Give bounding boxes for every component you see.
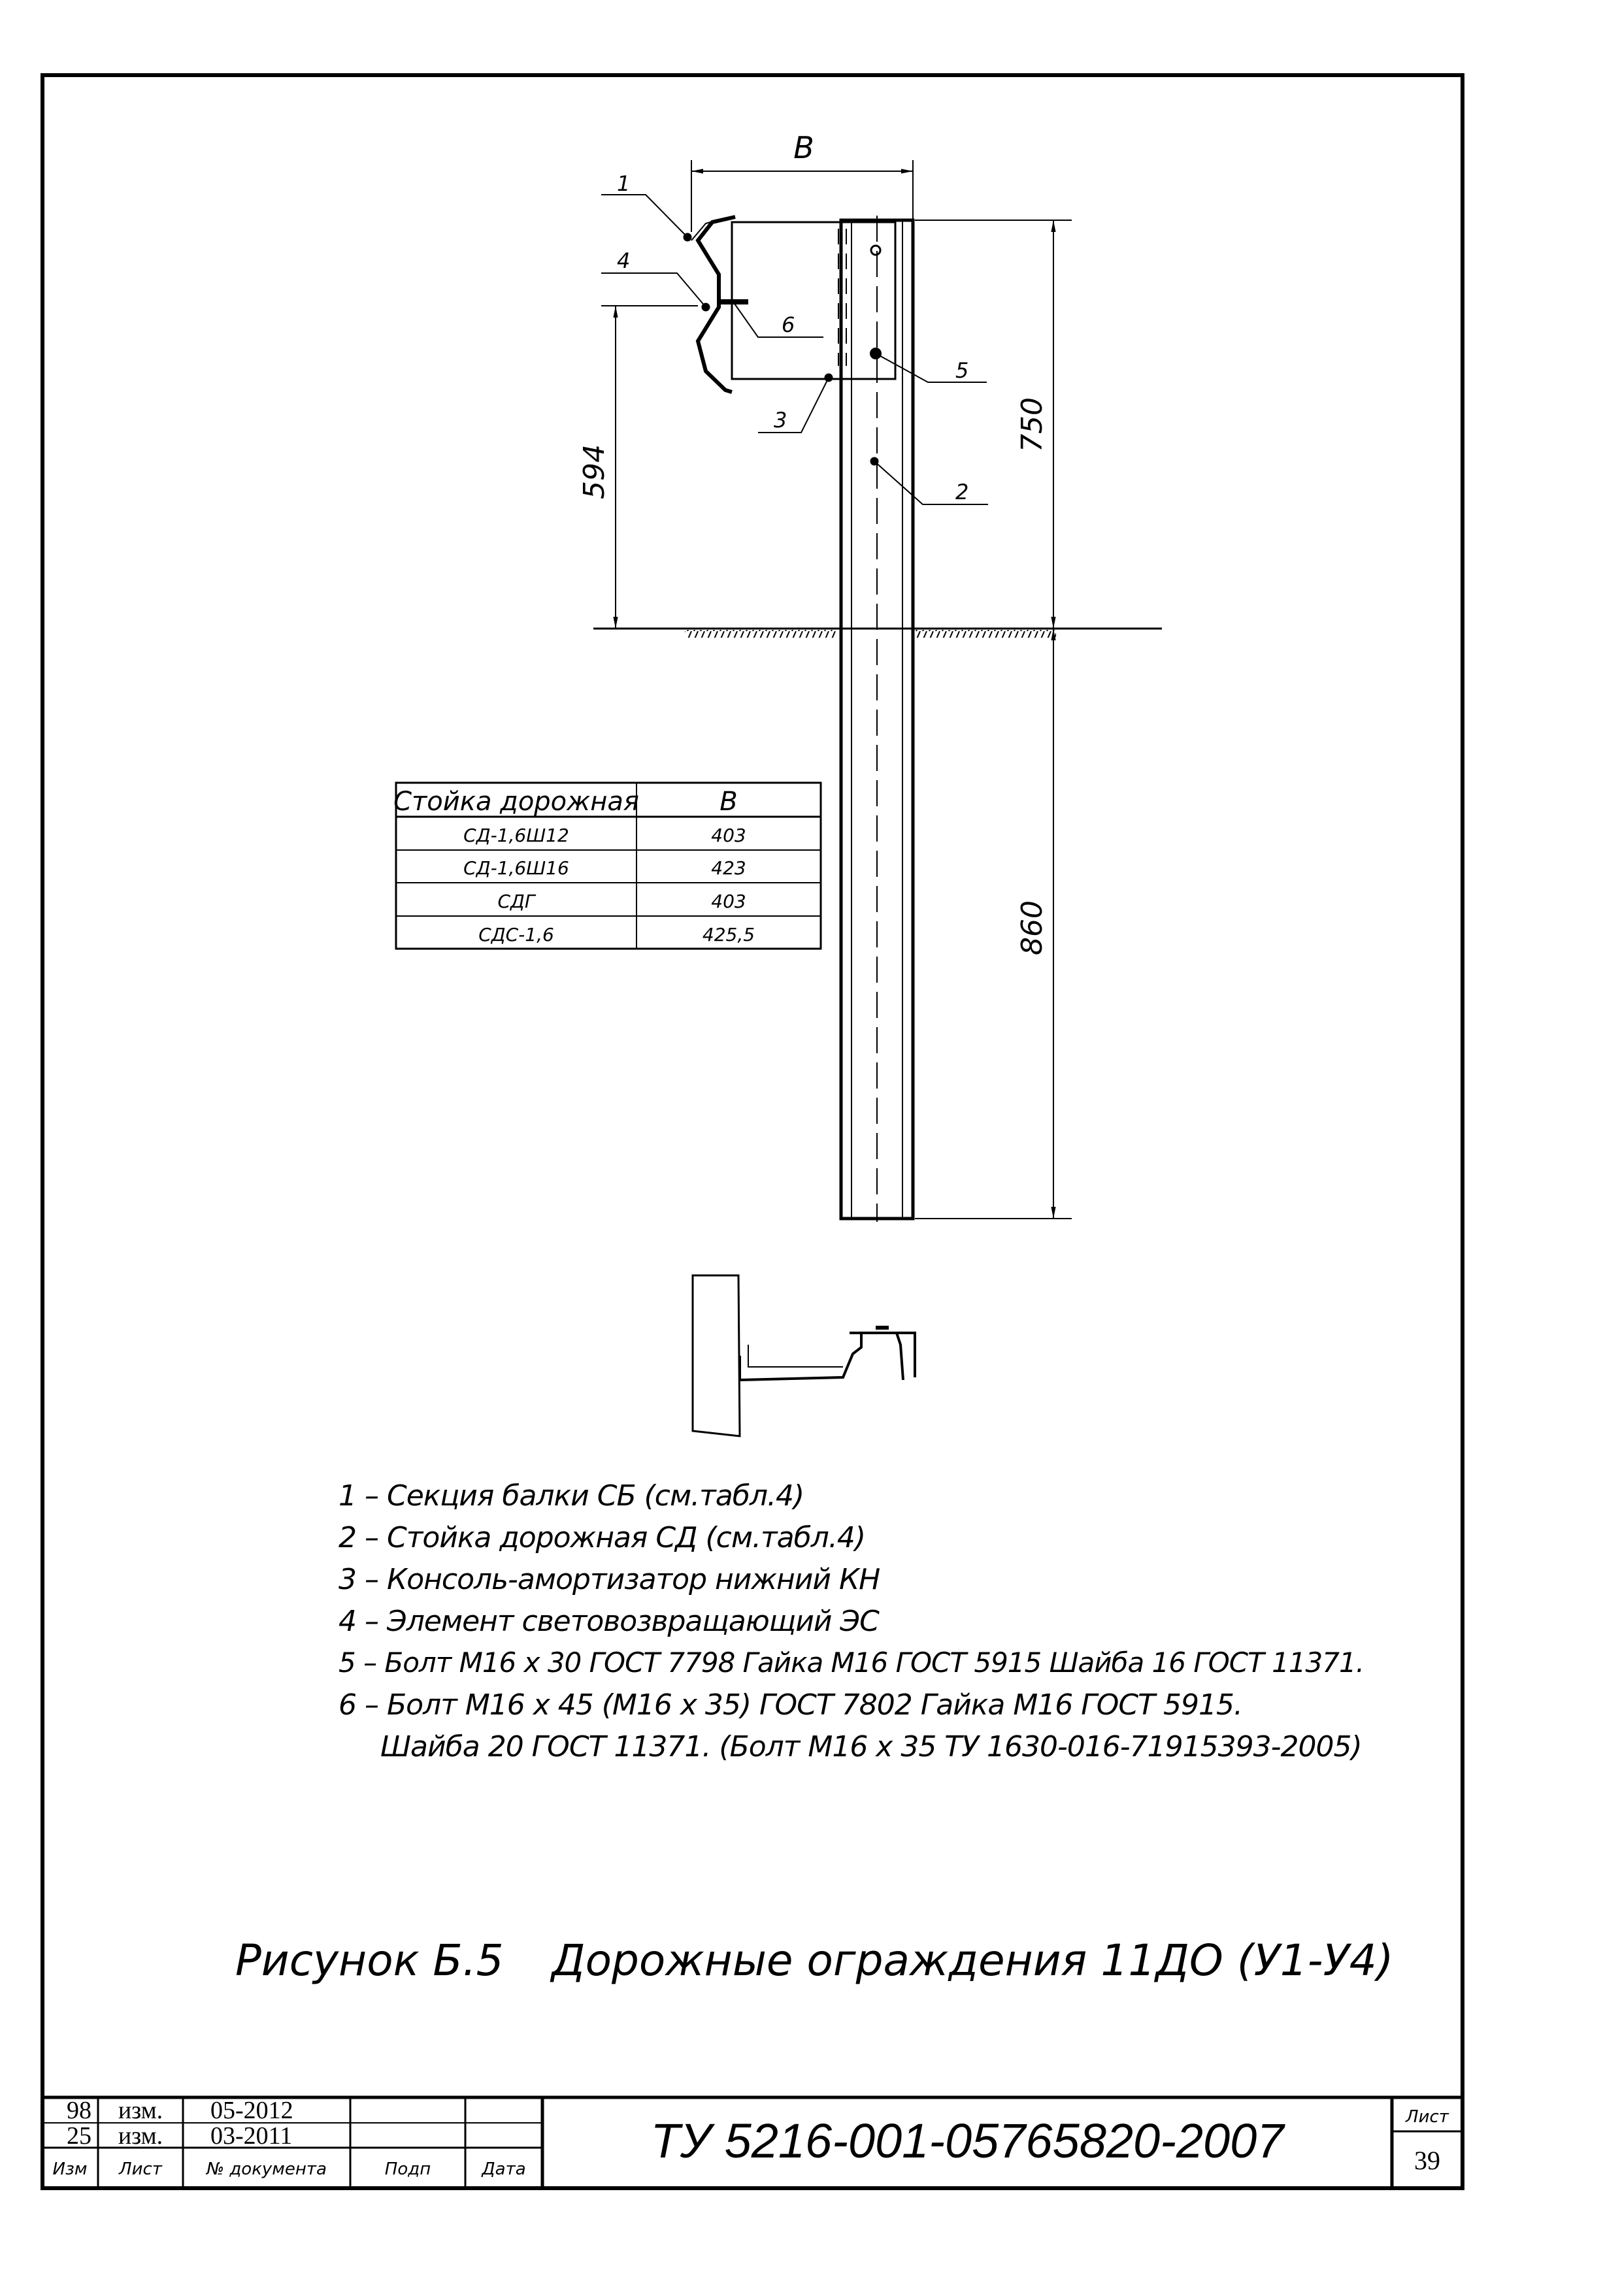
col-label-document: № документа: [207, 2159, 327, 2179]
dimensions: [601, 160, 1072, 1219]
plan-view: [693, 1275, 915, 1436]
table-header-b: B: [719, 787, 738, 817]
table-header-post: Стойка дорожная: [393, 787, 639, 817]
bolt-hole-top: [871, 246, 880, 255]
callout-1: 1: [617, 171, 631, 196]
post-elevation: [593, 216, 1162, 1222]
figure-title: Дорожные ограждения 11ДО (У1-У4): [552, 1935, 1394, 1986]
callout-4: 4: [617, 248, 631, 273]
plan-post: [693, 1275, 740, 1436]
col-label-signature: Подп: [384, 2159, 431, 2179]
dim-860-label: 860: [1016, 900, 1049, 955]
legend-item-2: 2 – Стойка дорожная СД (см.табл.4): [339, 1521, 865, 1554]
callout-5: 5: [955, 358, 969, 383]
table-cell-r2-c1: СД-1,6Ш16: [463, 857, 569, 879]
table-cell-r3-c1: СДГ: [497, 891, 535, 912]
callout-3: 3: [774, 408, 787, 433]
dim-594-label: 594: [578, 444, 611, 499]
rev-2-num: 25: [67, 2122, 91, 2150]
rev-1-type: изм.: [118, 2097, 163, 2124]
table-cell-r1-c2: 403: [711, 825, 746, 846]
legend-item-3: 3 – Консоль-амортизатор нижний КН: [339, 1563, 880, 1596]
callout-leaders: [601, 195, 988, 504]
sheet-label: Лист: [1406, 2107, 1449, 2127]
sheet-frame: [42, 75, 1463, 2188]
legend-item-6: 6 – Болт М16 х 45 (М16 х 35) ГОСТ 7802 Гайка М16 ГОСТ 5915.: [339, 1688, 1242, 1722]
col-label-sheet: Лист: [119, 2159, 162, 2179]
legend-item-4: 4 – Элемент световозвращающий ЭС: [339, 1605, 879, 1638]
ground-hatch-left: [685, 630, 836, 638]
table-cell-r4-c1: СДС-1,6: [478, 924, 554, 945]
legend-item-6-cont: Шайба 20 ГОСТ 11371. (Болт М16 х 35 ТУ 1630-016-71915393-2005): [380, 1730, 1362, 1763]
callout-6: 6: [782, 312, 795, 337]
dim-width-label: B: [793, 130, 814, 165]
document-code: ТУ 5216-001-05765820-2007: [650, 2114, 1284, 2168]
plan-console: [740, 1333, 903, 1380]
rev-1-num: 98: [67, 2097, 91, 2124]
legend-item-1: 1 – Секция балки СБ (см.табл.4): [339, 1479, 804, 1513]
table-cell-r1-c1: СД-1,6Ш12: [463, 825, 569, 846]
rev-1-date: 05-2012: [210, 2097, 293, 2124]
dim-750-label: 750: [1016, 397, 1049, 452]
table-cell-r2-c2: 423: [711, 857, 746, 879]
callout-2: 2: [955, 480, 969, 504]
sheet-number: 39: [1414, 2146, 1440, 2175]
table-cell-r4-c2: 425,5: [702, 924, 755, 945]
rev-2-type: изм.: [118, 2122, 163, 2150]
rev-2-date: 03-2011: [210, 2122, 293, 2150]
figure-label: Рисунок Б.5: [235, 1935, 504, 1986]
col-label-change: Изм: [52, 2159, 88, 2179]
table-cell-r3-c2: 403: [711, 891, 746, 912]
legend-item-5: 5 – Болт М16 х 30 ГОСТ 7798 Гайка М16 ГОСТ 5915 Шайба 16 ГОСТ 11371.: [339, 1647, 1364, 1679]
ground-hatch-right: [915, 630, 1056, 638]
col-label-date: Дата: [482, 2159, 526, 2179]
